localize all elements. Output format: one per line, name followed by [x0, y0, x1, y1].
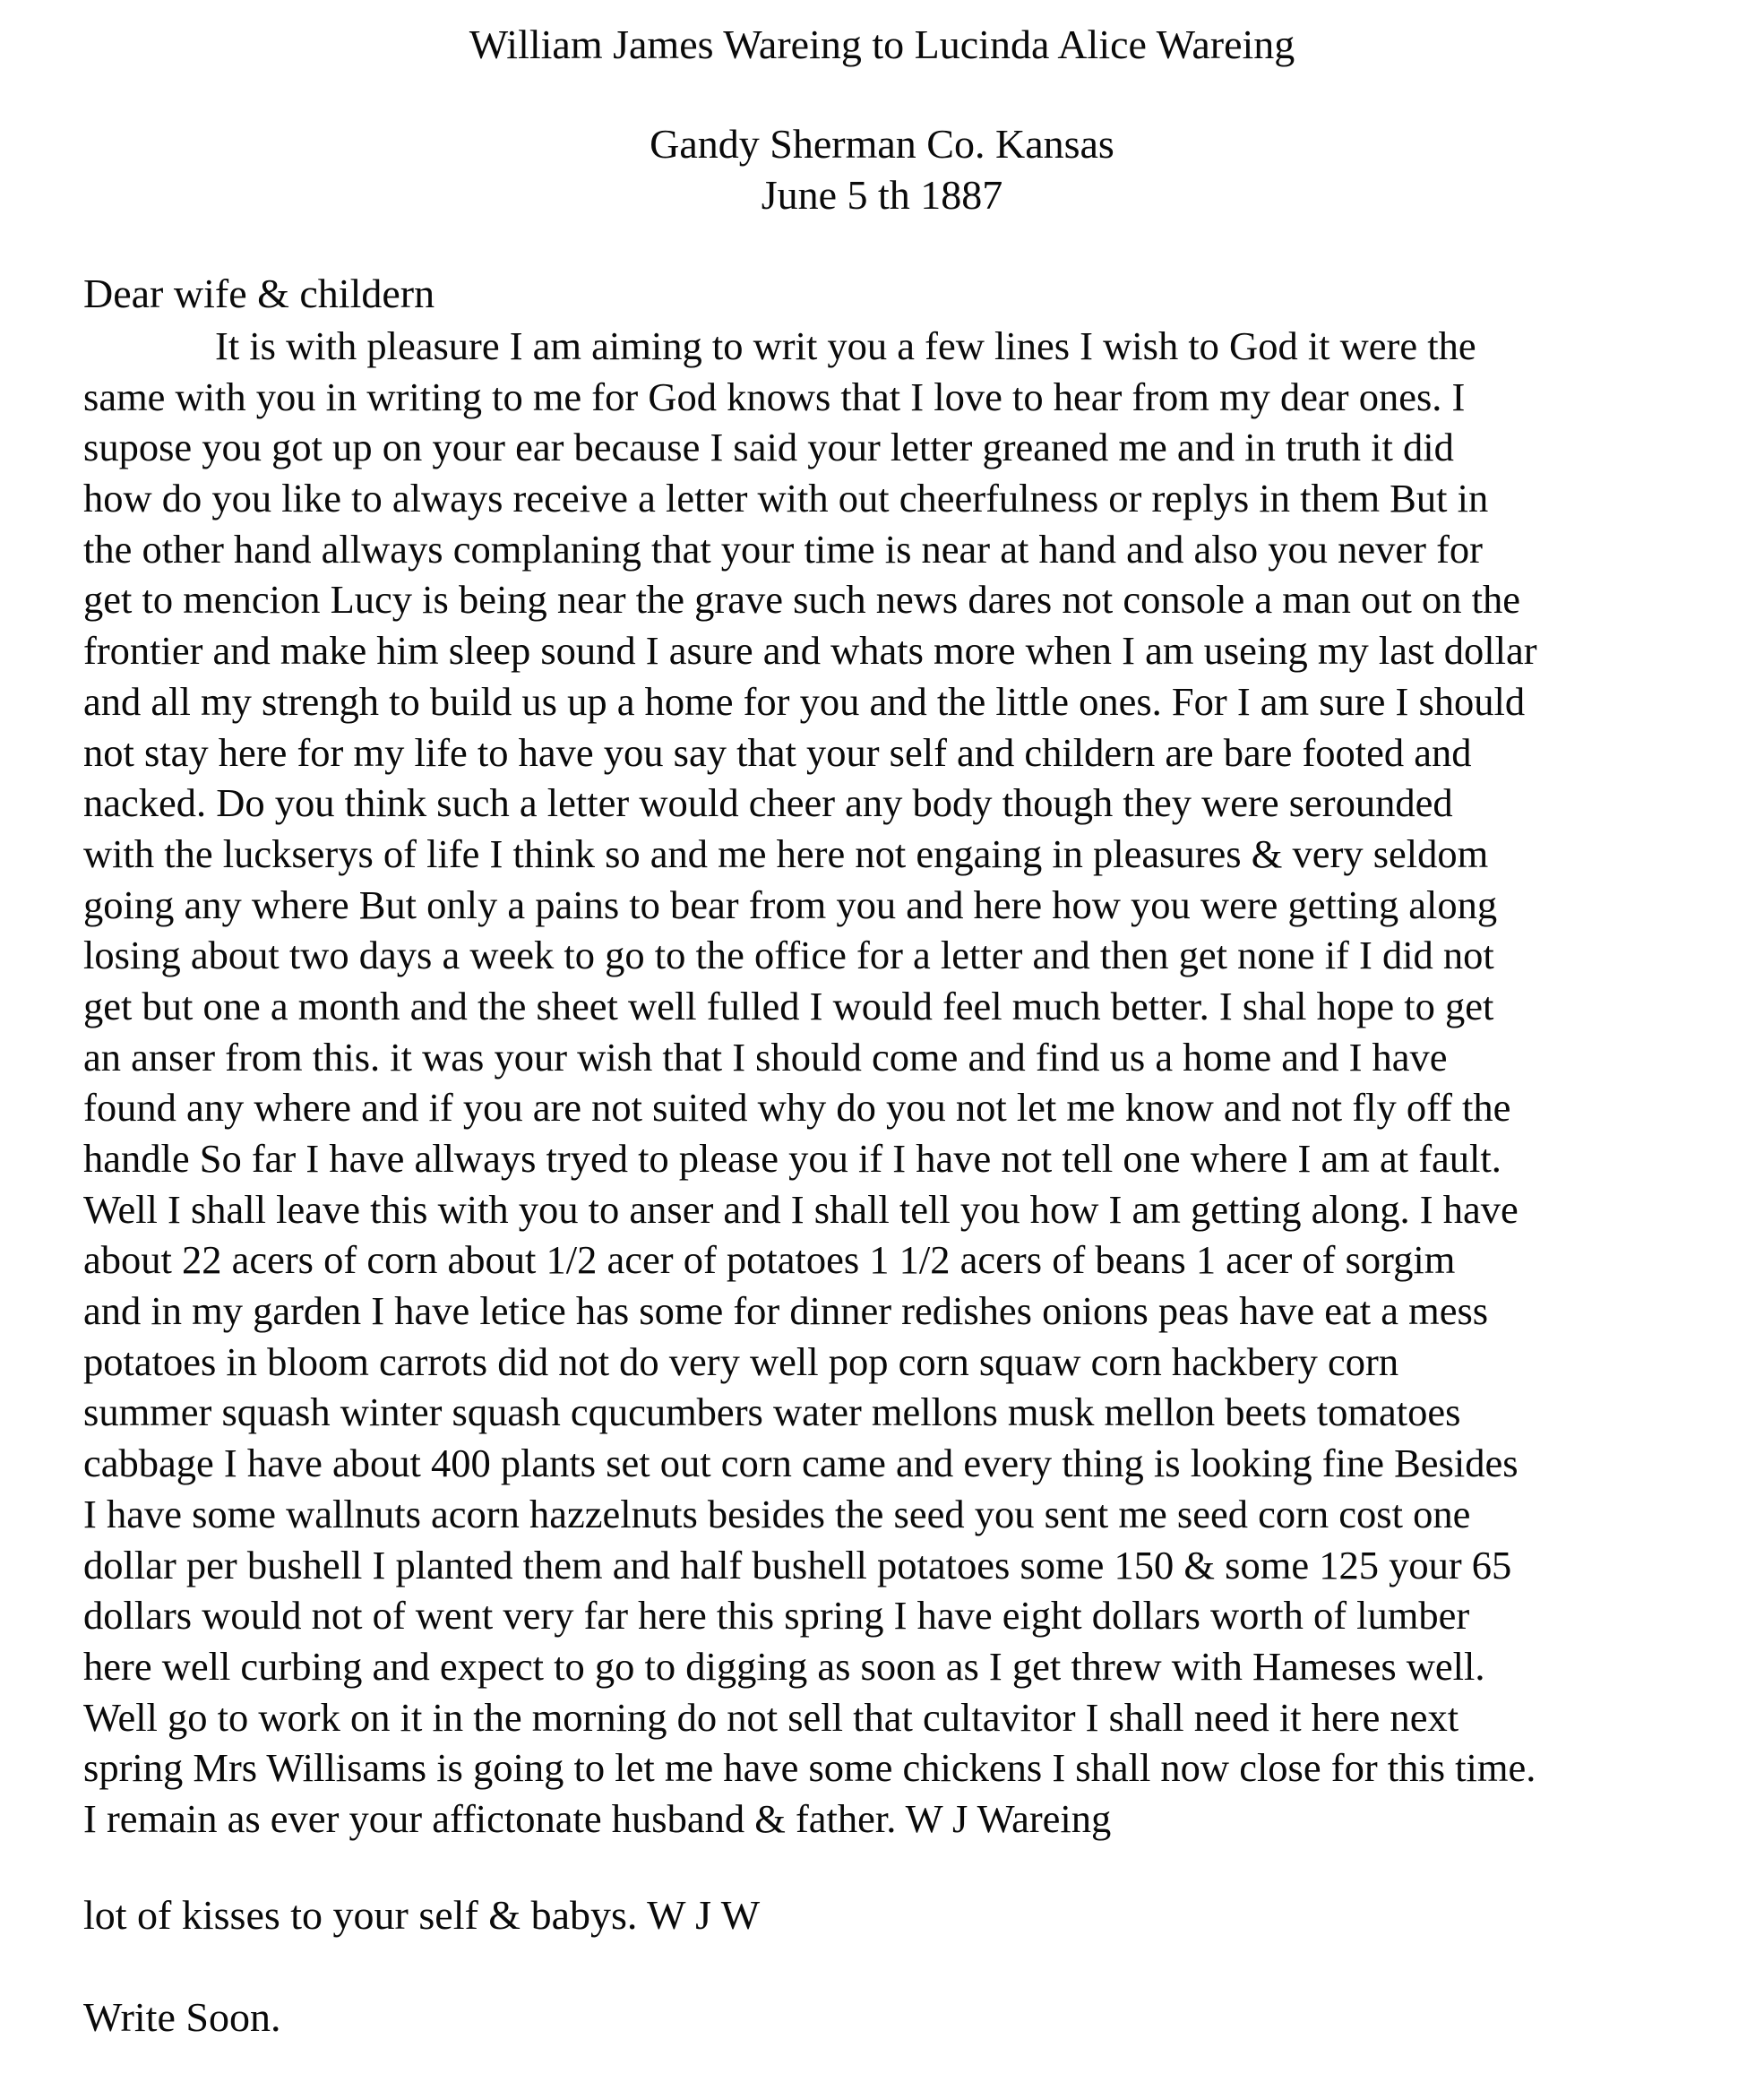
- closing-note: Write Soon.: [83, 1994, 281, 2040]
- letter-line: supose you got up on your ear because I said your letter greaned me and in truth it did: [83, 425, 1454, 470]
- letter-line: how do you like to always receive a letter with out cheerfulness or replys in them But in: [83, 476, 1489, 521]
- salutation: Dear wife & childern: [83, 271, 435, 316]
- letter-line: spring Mrs Willisams is going to let me have some chickens I shall now close for this time.: [83, 1745, 1536, 1791]
- letter-body: [83, 321, 1696, 1845]
- letter-line: the other hand allways complaning that your time is near at hand and also you never for: [83, 526, 1483, 572]
- letter-line: and all my strengh to build us up a home for you and the little ones. For I am sure I should: [83, 678, 1526, 724]
- letter-line: dollar per bushell I planted them and half bushell potatoes some 150 & some 125 your 65: [83, 1542, 1512, 1587]
- letter-line: Well go to work on it in the morning do not sell that cultavitor I shall need it here next: [83, 1694, 1459, 1740]
- letter-line: an anser from this. it was your wish that I should come and find us a home and I have: [83, 1034, 1448, 1080]
- letter-line: Well I shall leave this with you to anser and I shall tell you how I am getting along. I have: [83, 1186, 1519, 1232]
- letter-line: same with you in writing to me for God knows that I love to hear from my dear ones. I: [83, 374, 1466, 419]
- letter-line: nacked. Do you think such a letter would cheer any body though they were serounded: [83, 780, 1453, 826]
- letter-line: with the luckserys of life I think so and me here not engaing in pleasures & very seldom: [83, 830, 1489, 876]
- letter-line: potatoes in bloom carrots did not do very well pop corn squaw corn hackbery corn: [83, 1338, 1399, 1384]
- letter-line: summer squash winter squash cqucumbers water mellons musk mellon beets tomatoes: [83, 1389, 1461, 1435]
- letter-line: losing about two days a week to go to the office for a letter and then get none if I did not: [83, 933, 1494, 978]
- letter-line: about 22 acers of corn about 1/2 acer of potatoes 1 1/2 acers of beans 1 acer of sorgim: [83, 1237, 1456, 1283]
- letter-line: get but one a month and the sheet well fulled I would feel much better. I shal hope to get: [83, 983, 1494, 1028]
- letter-date: June 5 th 1887: [761, 172, 1003, 218]
- letter-line: dollars would not of went very far here this spring I have eight dollars worth of lumber: [83, 1593, 1470, 1639]
- letter-line: found any where and if you are not suited why do you not let me know and not fly off the: [83, 1085, 1511, 1131]
- letter-line: I have some wallnuts acorn hazzelnuts besides the seed you sent me seed corn cost one: [83, 1491, 1471, 1536]
- letter-line: It is with pleasure I am aiming to writ you a few lines I wish to God it were the: [215, 323, 1476, 368]
- letter-line: I remain as ever your affictonate husband & father. W J Wareing: [83, 1795, 1112, 1841]
- letter-line: get to mencion Lucy is being near the grave such news dares not console a man out on the: [83, 577, 1520, 623]
- letter-line: handle So far I have allways tryed to please you if I have not tell one where I am at fault.: [83, 1136, 1502, 1181]
- letter-line: frontier and make him sleep sound I asure and whats more when I am useing my last dollar: [83, 628, 1537, 674]
- letter-place: Gandy Sherman Co. Kansas: [650, 121, 1114, 167]
- letter-line: cabbage I have about 400 plants set out corn came and every thing is looking fine Besides: [83, 1441, 1519, 1486]
- postscript: lot of kisses to your self & babys. W J W: [83, 1892, 761, 1938]
- letter-line: and in my garden I have letice has some for dinner redishes onions peas have eat a mess: [83, 1288, 1489, 1334]
- letter-line: not stay here for my life to have you say that your self and childern are bare footed and: [83, 729, 1472, 775]
- letter-title: William James Wareing to Lucinda Alice Wareing: [469, 22, 1295, 67]
- letter-line: going any where But only a pains to bear from you and here how you were getting along: [83, 882, 1498, 927]
- letter-line: here well curbing and expect to go to digging as soon as I get threw with Hameses well.: [83, 1643, 1485, 1689]
